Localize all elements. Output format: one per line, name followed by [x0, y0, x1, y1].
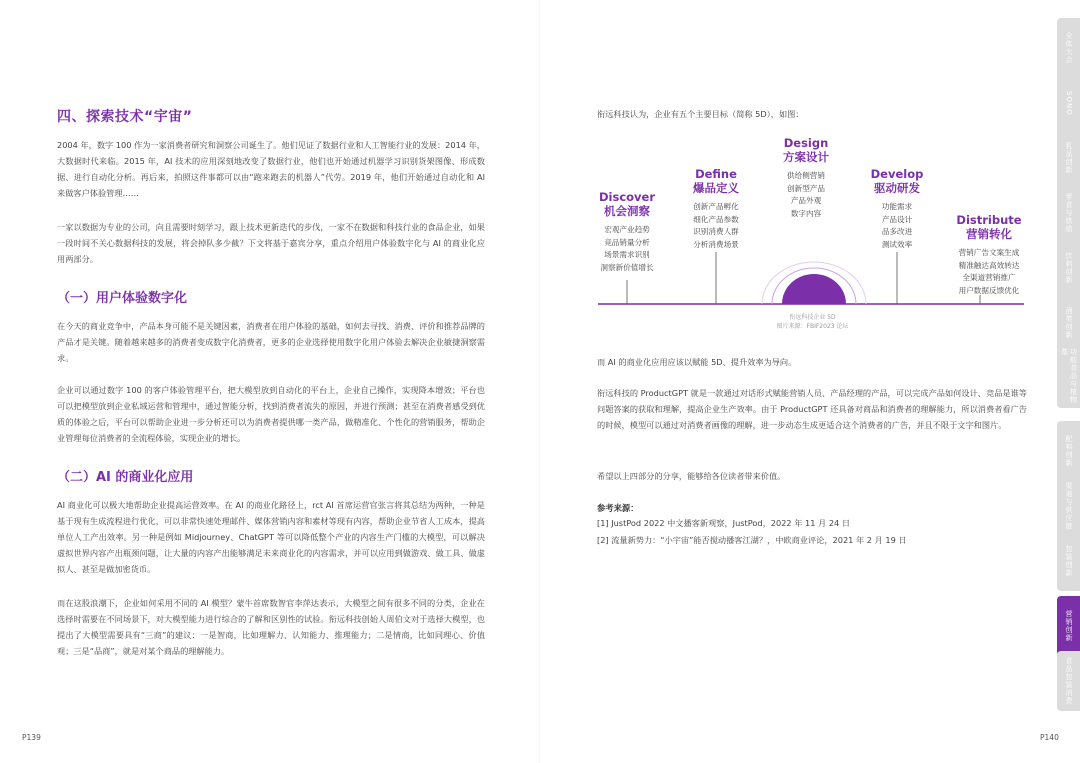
stage-develop-item: 品多改进	[881, 227, 913, 236]
side-tab[interactable]	[1057, 73, 1080, 133]
stage-develop-items	[862, 201, 932, 251]
stage-define-item: 识别消费人群	[693, 227, 739, 236]
sub2-paragraph-2: 而在这股浪潮下，企业如何采用不同的 AI 模型？蒙牛首席数智官李萍达表示，大模型之间有很多不同的分类，企业在选择时需要在不同场景下，对大模型能力进行综合的了解和区别性的试验。衔远科技创始人周伯文对于选择大模型，也提出了大模型需要具有“三商”的建议：一是智商，比如理解力、认知能力、推理能力；二是情商，比如同理心、价值观；三是“品商”，就是对某个商品的理解能力。	[57, 598, 485, 656]
diagram-caption-source: 图片来源：FBIF2023 论坛	[776, 323, 849, 330]
stage-define-item: 细化产品参数	[693, 214, 739, 224]
stage-define	[680, 167, 752, 251]
stage-develop-item: 测试效率	[881, 239, 913, 249]
stage-discover-items	[590, 224, 664, 274]
diagram-caption-title: 衔远科技企业 5D	[789, 314, 836, 321]
page-number-left: P139	[22, 733, 41, 742]
stage-distribute-items	[945, 247, 1033, 297]
sub1-paragraph-1: 在今天的商业竞争中，产品本身可能不是关键因素，消费者在用户体验的基础，如何去寻找、消费、评价和推荐品牌的产品才是关键。随着越来越多的消费者变成数字化消费者，更多的企业选择使用数字化用户体验去解决企业敏捷洞察需求。	[57, 321, 485, 363]
sub2-paragraph-1: AI 商业化可以极大地帮助企业提高运营效率。在 AI 的商业化路径上，rct AI 首席运营官张言将其总结为两种，一种是基于现有生成流程进行优化，可以非常快速处理邮件、媒体营销内容和素材等现有内容，帮助企业节省人工成本，提高单位人工产出效率。另一种是例如 Midjourney、ChatGPT 等可以降低整个产业的内容生产门槛的大模型，可以解决虚拟世界内容产出瓶颈问题，让大量的内容产出能够满足未来商业化的内容需求，并可以应用到做游戏、做工具、做虚拟人、甚至是做加密货币。	[57, 500, 485, 574]
page-fold	[539, 0, 541, 763]
stage-design	[773, 136, 839, 220]
stage-distribute	[945, 213, 1033, 297]
side-tab-label: 食品包装消费	[1065, 657, 1073, 705]
stage-discover-item: 场景需求识别	[604, 250, 650, 259]
stage-define-en: Define	[695, 167, 737, 181]
intro-paragraph-1: 2004 年，数字 100 作为一家消费者研究和洞察公司诞生了。他们见证了数据行业和人工智能行业的发展：2014 年，大数据时代来临。2015 年，AI 技术的应用深刻地改变了数据行业，他们也开始通过机器学习识别货架图像、形成数据、进行自动化分析。再后来，拍照这件事都可以由“跑来跑去的机器人”代劳。2019 年，他们开始通过自动化和 AI 来做客户体验管理……	[57, 140, 485, 198]
stage-discover-item: 宏观产业趋势	[604, 225, 650, 234]
side-tab[interactable]	[1057, 348, 1080, 408]
stage-design-item: 创新型产品	[787, 183, 825, 193]
reference-item: [2] 流量新势力：“小宇宙”能否搅动播客江湖？，中欧商业评论，2021 年 2 月 19 日	[597, 535, 907, 545]
page-number-right: P140	[1040, 733, 1059, 742]
5d-diagram	[590, 130, 1035, 340]
side-tab-label: 零食与烘焙	[1065, 193, 1073, 233]
stage-discover-en: Discover	[598, 190, 656, 204]
stage-distribute-item: 用户数据反馈优化	[958, 285, 1020, 295]
side-tab-label: 配料创新	[1065, 435, 1073, 467]
side-tab-active[interactable]	[1057, 596, 1080, 656]
reference-item: [1] JustPod 2022 中文播客新观察，JustPod，2022 年 11 月 24 日	[597, 518, 851, 528]
stage-define-cn: 爆品定义	[693, 181, 739, 195]
stage-develop-item: 产品设计	[881, 214, 913, 224]
stage-discover-item: 洞察新价值增长	[600, 262, 654, 272]
side-tab[interactable]	[1057, 531, 1080, 591]
right-paragraph-2: 衔远科技的 ProductGPT 就是一款通过对话形式赋能营销人员、产品经理的产品，可以完成产品如何设计、竞品是谁等问题答案的获取和理解，提高企业生产效率。由于 ProductGPT 还具备对商品和消费者的理解能力，所以消费者看广告的时候，模型可以通过对消费者画像的理解，进一步动态生成更适合这个消费者的广告，并且不限于文字和图片。	[597, 388, 1027, 430]
stage-define-item: 创新产品孵化	[693, 202, 739, 211]
stage-distribute-en: Distribute	[956, 213, 1022, 227]
stage-distribute-cn: 营销转化	[966, 227, 1012, 241]
side-tab-label: 营销创新	[1065, 610, 1073, 642]
side-tab-label: SONO	[1065, 90, 1073, 116]
side-tab-label: 功能食品与植物基	[1060, 348, 1078, 404]
side-tab[interactable]	[1057, 293, 1080, 353]
side-tab[interactable]	[1057, 183, 1080, 243]
stage-design-items	[773, 170, 839, 220]
stage-design-item: 供给侧营销	[787, 171, 825, 180]
side-tab[interactable]	[1057, 18, 1080, 78]
stage-distribute-item: 营销广告文案生成	[958, 248, 1020, 257]
side-tab-label: 渠道与供应链	[1065, 482, 1073, 530]
stage-develop	[862, 167, 932, 251]
stage-discover	[590, 190, 664, 274]
sub1-paragraph-2: 企业可以通过数字 100 的客户体验管理平台，把大模型放到自动化的平台上，企业自己操作，实现降本增效；平台也可以把模型放到企业私域运营和管理中，通过智能分析，找到消费者流失的原因，并进行预测；甚至在消费者感受到优质的体验之后，平台可以帮助企业进一步分析还可以为消费者提供哪一类产品，做精准化、个性化的营销服务，帮助企业管理每位消费者的全流程体验，实现企业的增长。	[57, 385, 485, 443]
right-paragraph-1: 而 AI 的商业化应用应该以赋能 5D、提升效率为导向。	[597, 357, 797, 367]
side-tab-label: 酒类创新	[1065, 307, 1073, 339]
section-title: 四、探索技术“宇宙”	[57, 109, 193, 125]
intro-paragraph-2: 一家以数据为专业的公司，向且需要时刻学习，跟上技术更新迭代的步伐，一家不在数据和科技行业的食品企业，如果一段时间不关心数据科技的发展，将会掉队多少截？下文将基于嘉宾分享，重点介绍用户体验数字化与 AI 的商业化应用两部分。	[57, 222, 485, 264]
stage-define-item: 分析消费场景	[693, 239, 739, 249]
design-core-semicircle	[782, 274, 846, 304]
stage-distribute-item: 精准触达高效转达	[958, 260, 1020, 270]
side-tab-label: 包装创新	[1065, 545, 1073, 577]
subsection-title-2: （二）AI 的商业化应用	[57, 470, 194, 485]
stage-design-item: 产品外观	[790, 196, 822, 205]
side-tab-label: 乳品创新	[1065, 142, 1073, 174]
stage-develop-item: 功能需求	[881, 202, 913, 211]
side-tab-label: 饮料创新	[1065, 252, 1073, 284]
stage-develop-en: Develop	[870, 167, 924, 181]
side-tab[interactable]	[1057, 128, 1080, 188]
side-tab[interactable]	[1057, 651, 1080, 711]
stage-discover-cn: 机会洞察	[604, 204, 650, 218]
stage-design-cn: 方案设计	[783, 150, 829, 164]
right-paragraph-3: 希望以上四部分的分享，能够给各位读者带来价值。	[597, 471, 786, 481]
stage-discover-item: 竞品销量分析	[604, 237, 650, 247]
side-tab-label: 全体大会	[1065, 32, 1073, 64]
references-title: 参考来源：	[597, 503, 639, 513]
side-tab[interactable]	[1057, 238, 1080, 298]
side-tab[interactable]	[1057, 421, 1080, 481]
stage-develop-cn: 驱动研发	[874, 181, 920, 195]
subsection-title-1: （一）用户体验数字化	[57, 291, 188, 306]
stage-define-items	[680, 201, 752, 251]
stage-distribute-item: 全渠道营销推广	[962, 273, 1016, 282]
stage-design-item: 数字内容	[790, 208, 822, 218]
stage-design-en: Design	[783, 136, 829, 150]
side-tab[interactable]	[1057, 476, 1080, 536]
right-intro: 衔远科技认为，企业有五个主要目标（简称 5D），如图：	[597, 109, 804, 119]
